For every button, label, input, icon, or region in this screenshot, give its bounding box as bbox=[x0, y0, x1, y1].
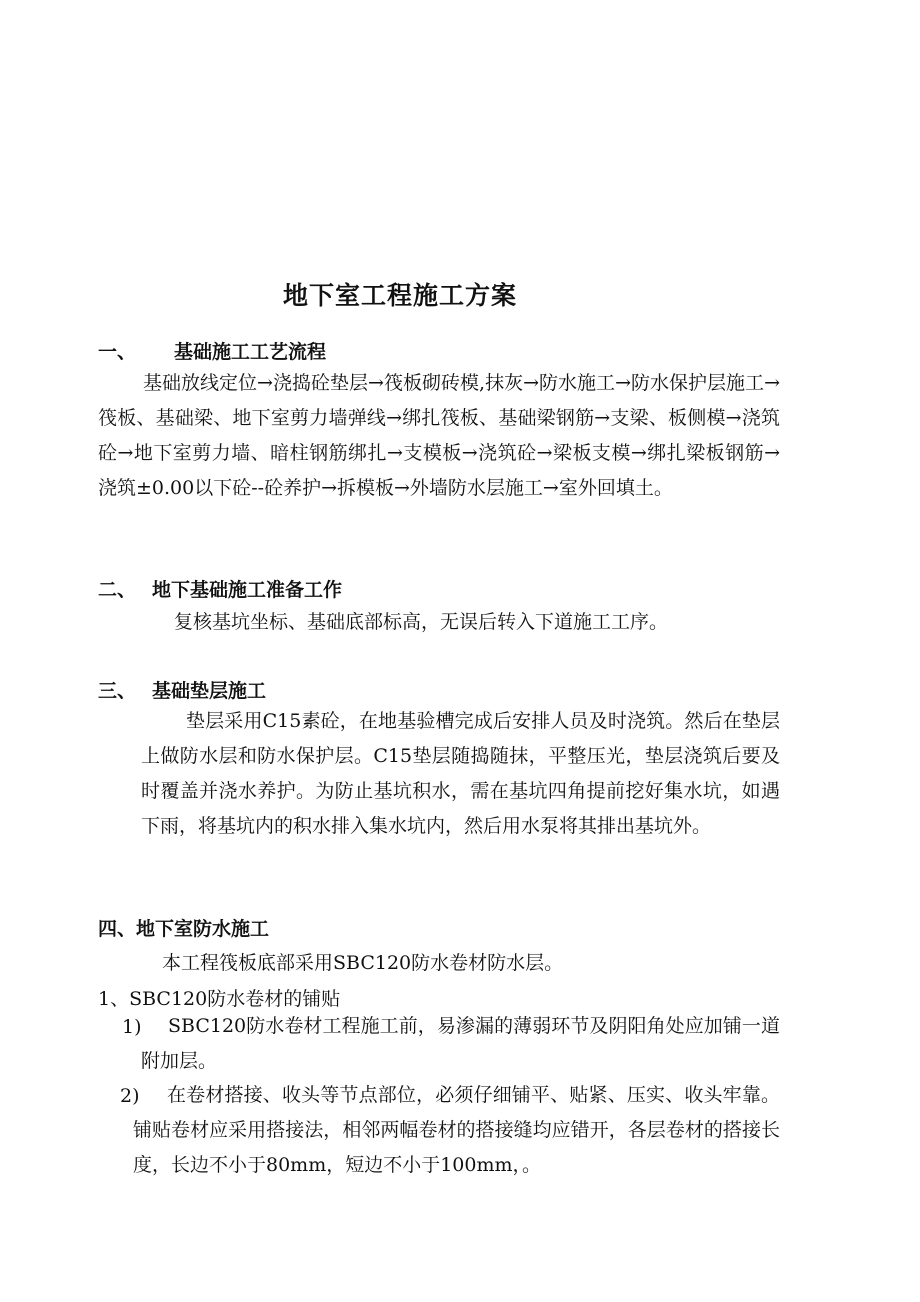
section-3-heading bbox=[98, 676, 266, 703]
section-3-number: 三、 bbox=[98, 680, 137, 702]
section-4-heading bbox=[98, 914, 269, 941]
section-3-title: 基础垫层施工 bbox=[152, 680, 267, 702]
section-2-body: 复核基坑坐标、基础底部标高，无误后转入下道施工工序。 bbox=[174, 611, 669, 633]
section-4-body: 本工程筏板底部采用SBC120防水卷材防水层。 bbox=[162, 952, 564, 974]
section-1-body: 基础放线定位→浇捣砼垫层→筏板砌砖模,抹灰→防水施工→防水保护层施工→筏板、基础梁、地下室剪力墙弹线→绑扎筏板、基础梁钢筋→支梁、板侧模→浇筑砼→地下室剪力墙、暗柱钢筋绑扎→支模板→浇筑砼→梁板支模→绑扎梁板钢筋→浇筑±0.00以下砼--砼养护→拆模板→外墙防水层施工→室外回填土。 bbox=[98, 372, 780, 499]
document-title: 地下室工程施工方案 bbox=[282, 281, 517, 310]
section-4-subheading: 1、SBC120防水卷材的铺贴 bbox=[98, 988, 341, 1010]
section-1-title: 基础施工工艺流程 bbox=[174, 341, 327, 363]
section-1-heading bbox=[98, 337, 326, 364]
section-3-body: 垫层采用C15素砼，在地基验槽完成后安排人员及时浇筑。然后在垫层上做防水层和防水保护层。C15垫层随捣随抹，平整压光，垫层浇筑后要及时覆盖并浇水养护。为防止基坑积水，需在基坑四角提前挖好集水坑，如遇下雨，将基坑内的积水排入集水坑内，然后用水泵将其排出基坑外。 bbox=[141, 710, 780, 837]
list-item-1-text: SBC120防水卷材工程施工前，易渗漏的薄弱环节及阴阳角处应加铺一道附加层。 bbox=[141, 1015, 780, 1072]
section-2-title: 地下基础施工准备工作 bbox=[152, 579, 343, 601]
section-1-number: 一、 bbox=[98, 341, 137, 363]
list-item-2-marker: 2) bbox=[120, 1085, 140, 1107]
section-2-number: 二、 bbox=[98, 579, 137, 601]
list-item-1-marker: 1) bbox=[122, 1016, 142, 1038]
section-2-heading bbox=[98, 575, 342, 602]
list-item-2-text: 在卷材搭接、收头等节点部位，必须仔细铺平、贴紧、压实、收头牢靠。铺贴卷材应采用搭接法，相邻两幅卷材的搭接缝均应错开，各层卷材的搭接长度，长边不小于80mm，短边不小于100mm，。 bbox=[133, 1084, 780, 1176]
section-4-number: 四、 bbox=[98, 918, 137, 940]
section-4-title: 地下室防水施工 bbox=[136, 918, 270, 940]
